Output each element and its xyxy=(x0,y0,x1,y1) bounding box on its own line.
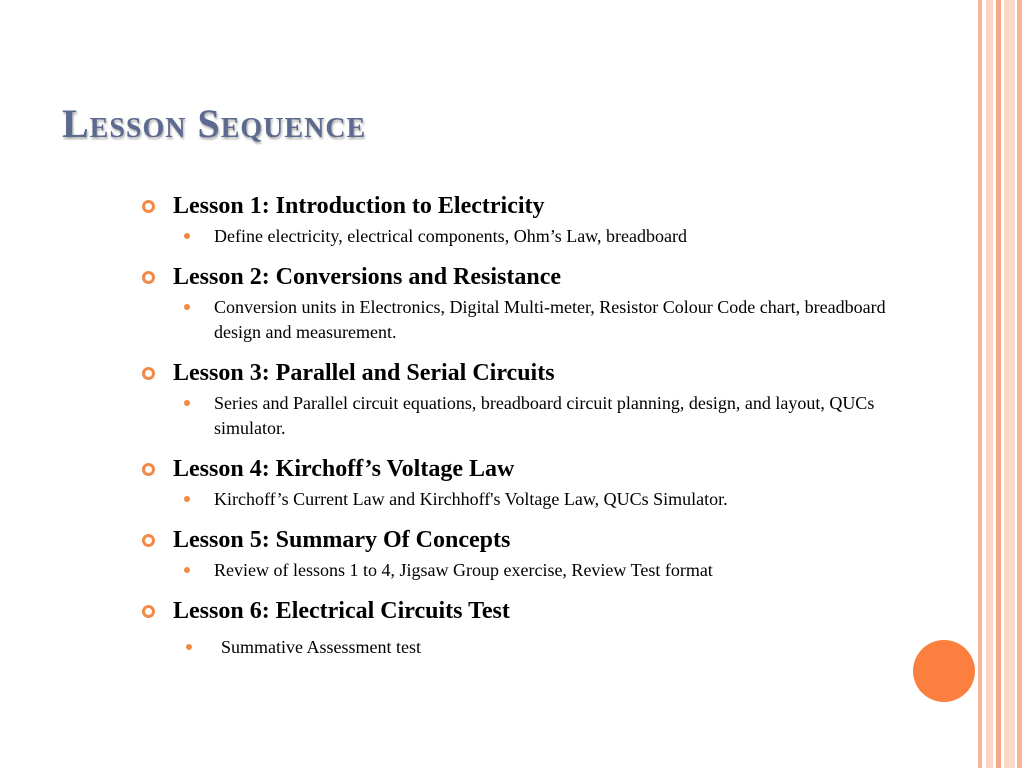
decorative-circle-icon xyxy=(913,640,975,702)
lesson-details xyxy=(140,224,920,249)
lesson-detail-text: Conversion units in Electronics, Digital Multi-meter, Resistor Colour Code chart, breadboard design and measurement. xyxy=(214,297,886,342)
lesson-details xyxy=(140,295,920,345)
lesson-heading xyxy=(140,524,920,556)
lesson-heading-text: Lesson 4: Kirchoff’s Voltage Law xyxy=(173,456,515,482)
dot-bullet-icon xyxy=(184,400,190,406)
lesson-heading xyxy=(140,595,920,627)
ring-bullet-icon xyxy=(142,200,155,213)
lesson-detail-text: Series and Parallel circuit equations, breadboard circuit planning, design, and layout, QUCs simulator. xyxy=(214,393,875,438)
dot-bullet-icon xyxy=(186,644,192,650)
lesson-detail-text: Summative Assessment test xyxy=(221,637,421,657)
lesson-list xyxy=(140,190,920,672)
decorative-stripe xyxy=(1017,0,1022,768)
decorative-stripe xyxy=(986,0,993,768)
lesson-item xyxy=(140,453,920,512)
lesson-item xyxy=(140,190,920,249)
lesson-detail xyxy=(140,224,914,249)
lesson-item xyxy=(140,595,920,660)
lesson-details xyxy=(140,391,920,441)
decorative-stripe xyxy=(996,0,1001,768)
dot-bullet-icon xyxy=(184,304,190,310)
dot-bullet-icon xyxy=(184,233,190,239)
lesson-detail-text: Define electricity, electrical components, Ohm’s Law, breadboard xyxy=(214,226,687,246)
lesson-item xyxy=(140,524,920,583)
lesson-heading xyxy=(140,261,920,293)
ring-bullet-icon xyxy=(142,605,155,618)
lesson-item xyxy=(140,357,920,441)
lesson-detail-text: Review of lessons 1 to 4, Jigsaw Group exercise, Review Test format xyxy=(214,560,713,580)
lesson-heading-text: Lesson 5: Summary Of Concepts xyxy=(173,527,511,553)
lesson-heading xyxy=(140,190,920,222)
lesson-detail xyxy=(140,635,920,660)
lesson-detail xyxy=(140,558,914,583)
lesson-detail-text: Kirchoff’s Current Law and Kirchhoff's Voltage Law, QUCs Simulator. xyxy=(214,489,728,509)
lesson-heading-text: Lesson 3: Parallel and Serial Circuits xyxy=(173,360,555,386)
lesson-detail xyxy=(140,295,914,345)
ring-bullet-icon xyxy=(142,367,155,380)
dot-bullet-icon xyxy=(184,496,190,502)
dot-bullet-icon xyxy=(184,567,190,573)
slide-title: Lesson Sequence xyxy=(62,101,367,146)
ring-bullet-icon xyxy=(142,271,155,284)
lesson-heading-text: Lesson 2: Conversions and Resistance xyxy=(173,264,562,290)
ring-bullet-icon xyxy=(142,463,155,476)
lesson-item xyxy=(140,261,920,345)
lesson-heading-text: Lesson 6: Electrical Circuits Test xyxy=(173,598,510,624)
lesson-details xyxy=(140,487,920,512)
ring-bullet-icon xyxy=(142,534,155,547)
lesson-detail xyxy=(140,487,914,512)
lesson-detail xyxy=(140,391,914,441)
lesson-details xyxy=(140,558,920,583)
lesson-details xyxy=(140,635,920,660)
decorative-stripe xyxy=(978,0,982,768)
lesson-heading xyxy=(140,357,920,389)
lesson-heading xyxy=(140,453,920,485)
lesson-heading-text: Lesson 1: Introduction to Electricity xyxy=(173,193,545,219)
decorative-stripe xyxy=(1004,0,1015,768)
